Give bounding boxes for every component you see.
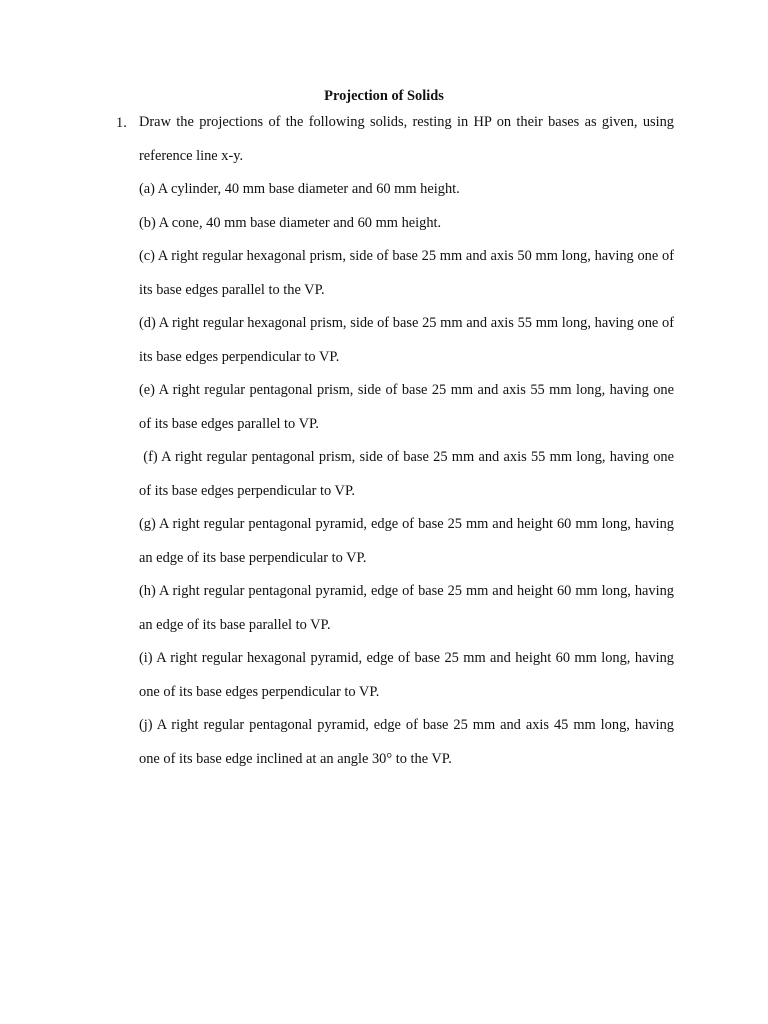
document-title: Projection of Solids xyxy=(324,88,444,104)
list-item-j: (j) A right regular pentagonal pyramid, edge of base 25 mm and axis 45 mm long, having one of its base edge inclined at an angle 30° to the VP. xyxy=(139,717,674,767)
list-item-e: (e) A right regular pentagonal prism, side of base 25 mm and axis 55 mm long, having one of its base edges parallel to VP. xyxy=(139,382,674,432)
list-item-c: (c) A right regular hexagonal prism, side of base 25 mm and axis 50 mm long, having one of its base edges parallel to the VP. xyxy=(139,248,674,298)
list-item-a: (a) A cylinder, 40 mm base diameter and 60 mm height. xyxy=(139,181,460,197)
question-number: 1. xyxy=(116,115,127,131)
list-item-d: (d) A right regular hexagonal prism, side of base 25 mm and axis 55 mm long, having one of its base edges perpendicular to VP. xyxy=(139,315,674,365)
list-item-g: (g) A right regular pentagonal pyramid, edge of base 25 mm and height 60 mm long, having an edge of its base perpendicular to VP. xyxy=(139,516,674,566)
list-item-h: (h) A right regular pentagonal pyramid, edge of base 25 mm and height 60 mm long, having an edge of its base parallel to VP. xyxy=(139,583,674,633)
list-item-b: (b) A cone, 40 mm base diameter and 60 mm height. xyxy=(139,214,442,231)
question-body xyxy=(139,106,678,776)
list-item-f: (f) A right regular pentagonal prism, side of base 25 mm and axis 55 mm long, having one of its base edges perpendicular to VP. xyxy=(139,449,678,499)
list-item-i: (i) A right regular hexagonal pyramid, edge of base 25 mm and height 60 mm long, having one of its base edges perpendicular to VP. xyxy=(139,650,674,700)
question-intro: Draw the projections of the following solids, resting in HP on their bases as given, using reference line x-y. xyxy=(139,114,674,164)
